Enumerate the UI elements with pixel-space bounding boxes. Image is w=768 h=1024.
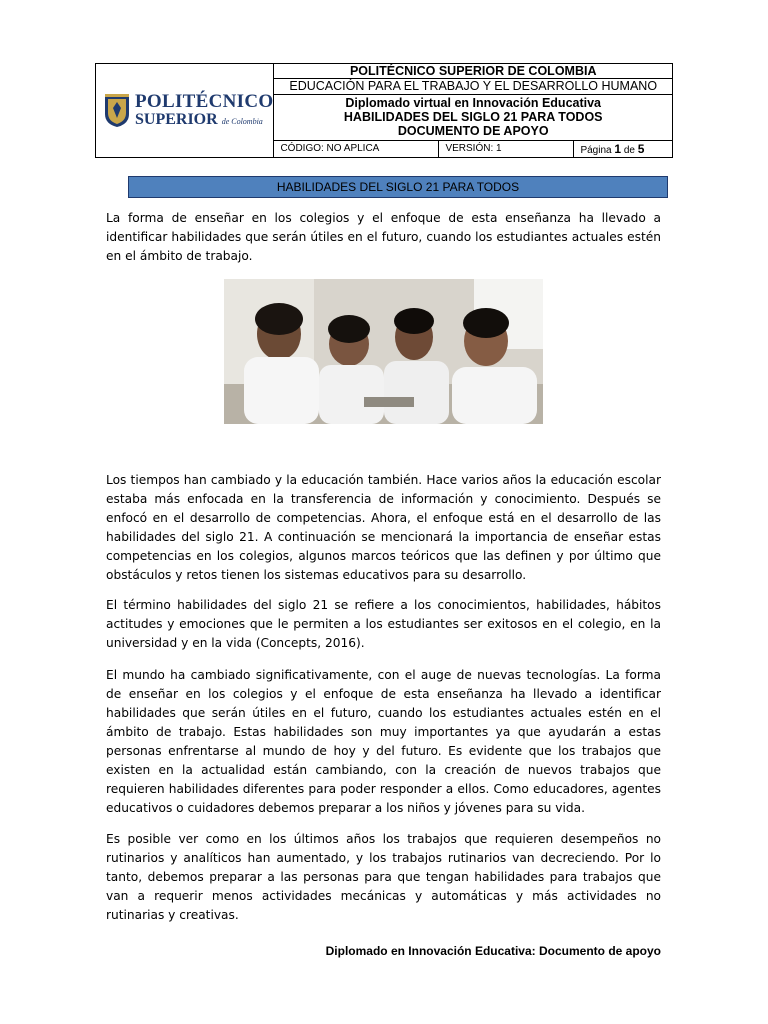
code-cell: CÓDIGO: NO APLICA bbox=[274, 140, 439, 157]
body-paragraph-3: El mundo ha cambiado significativamente, con el auge de nuevas tecnologías. La forma de enseñar en los colegios y el enfoque de esta enseñanza ha llevado a identificar habilidades que serán útiles en el futuro, cuando los estudiantes actuales estén en el ámbito de trabajo. Estas habilidades son muy importantes ya que ayudarán a estas personas enfrentarse al mundo de hoy y del futuro. Es evidente que los trabajos que existen en la actualidad están cambiando, con la creación de nuevos trabajos que requieren habilidades diferentes para poder responder a ellos. Como educadores, agentes educativos o cuidadores debemos preparar a los niños y jóvenes para su vida. bbox=[106, 668, 661, 815]
shield-emblem-icon bbox=[104, 94, 130, 128]
version-cell: VERSIÓN: 1 bbox=[439, 140, 574, 157]
logo-wordmark-line1: POLITÉCNICO bbox=[135, 90, 274, 112]
students-photo bbox=[224, 279, 543, 424]
doc-title: HABILIDADES DEL SIGLO 21 PARA TODOS bbox=[343, 110, 603, 125]
institution-logo bbox=[96, 92, 273, 130]
intro-paragraph: La forma de enseñar en los colegios y el enfoque de esta enseñanza ha llevado a identificar habilidades que serán útiles en el futuro, cuando los estudiantes actuales estén en el ámbito de trabajo. bbox=[106, 211, 661, 263]
body-paragraph-4: Es posible ver como en los últimos años los trabajos que requieren desempeños no rutinarios y analíticos han aumentado, y los trabajos rutinarios van decreciendo. Por lo tanto, debemos preparar a las personas para que tengan habilidades para trabajos que van a requerir menos actividades mecánicas y automáticas y más actividades no rutinarias y creativas. bbox=[106, 832, 661, 922]
page-footer: Diplomado en Innovación Educativa: Documento de apoyo bbox=[325, 944, 661, 958]
org-name-cell bbox=[274, 64, 673, 79]
body-paragraph-1: Los tiempos han cambiado y la educación también. Hace varios años la educación escolar estaba más enfocada en la transferencia de información y conocimiento. Después se enfocó en el desarrollo de competencias. Ahora, el enfoque está en el desarrollo de las habilidades del siglo 21. A continuación se mencionará la importancia de enseñar estas competencias en los colegios, algunos marcos teóricos que las definen y por último que obstáculos y retos tienen los sistemas educativos para su desarrollo. bbox=[106, 473, 661, 582]
doc-type: DOCUMENTO DE APOYO bbox=[397, 124, 549, 139]
org-name: POLITÉCNICO SUPERIOR DE COLOMBIA bbox=[349, 64, 597, 79]
course-name: Diplomado virtual en Innovación Educativa bbox=[345, 96, 602, 111]
page-number-cell: Página 1 de 5 bbox=[574, 140, 673, 157]
doc-title-cell bbox=[274, 94, 673, 140]
logo-wordmark-line2: SUPERIOR de Colombia bbox=[135, 110, 263, 128]
logo-cell bbox=[96, 64, 274, 158]
body-paragraph-2: El término habilidades del siglo 21 se refiere a los conocimientos, habilidades, hábitos actitudes y emociones que le permiten a los estudiantes ser exitosos en el colegio, en la universidad y en la vida (Concepts, 2016). bbox=[106, 598, 661, 650]
org-subtitle: EDUCACIÓN PARA EL TRABAJO Y EL DESARROLLO HUMANO bbox=[274, 79, 673, 94]
section-title-band: HABILIDADES DEL SIGLO 21 PARA TODOS bbox=[128, 176, 668, 198]
header-table bbox=[95, 63, 673, 158]
